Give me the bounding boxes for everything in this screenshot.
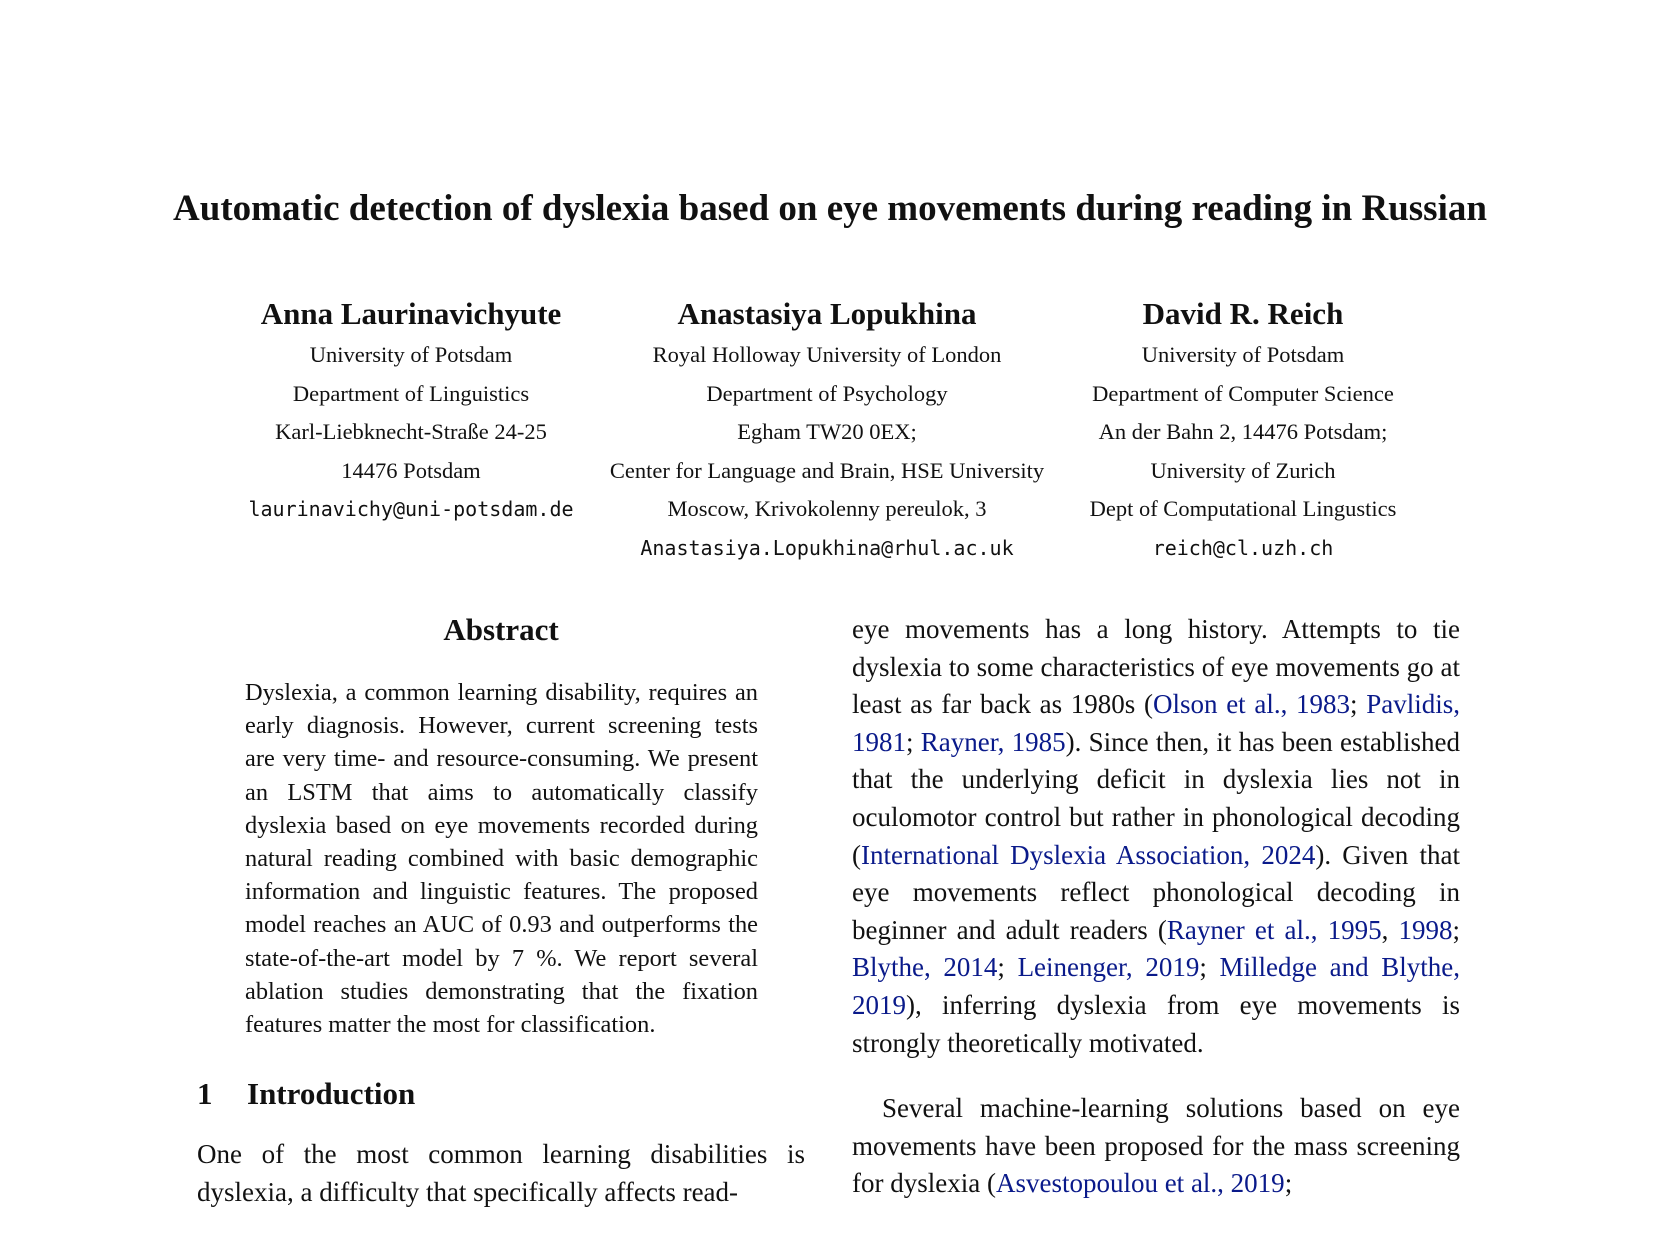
text-run: ; — [1284, 1168, 1293, 1199]
abstract-text: Dyslexia, a common learning disability, requires an early diagnosis. However, current screening tests are very time- and resource-consuming. We present an LSTM that aims to automatically classify dyslexia based on eye movements recorded during natural reading combined with basic demographic information and linguistic features. The proposed model reaches an AUC of 0.93 and outperforms the state-of-the-art model by 7 %. We report several ablation studies demonstrating that the fixation features matter the most for classification. — [245, 679, 758, 1039]
text-run: ; — [906, 726, 921, 757]
affiliation-line: Moscow, Krivokolenny pereulok, 3 — [667, 496, 987, 521]
affiliation-line: Department of Psychology — [706, 380, 948, 406]
text-run: ; — [1452, 914, 1460, 945]
section-number: 1 — [197, 1076, 213, 1112]
citation-link[interactable]: Rayner et al., 1995 — [1166, 914, 1382, 945]
left-column — [197, 610, 805, 1211]
author-name: Anna Laurinavichyute — [260, 296, 562, 331]
citation-link[interactable]: Blythe, 2014 — [852, 952, 998, 983]
citation-link[interactable]: Asvestopoulou et al., 2019 — [995, 1168, 1285, 1199]
affiliation-line: Department of Computer Science — [1092, 380, 1394, 406]
text-run: ; — [997, 952, 1018, 983]
author-email: reich@cl.uzh.ch — [1152, 535, 1334, 560]
affiliation-line: 14476 Potsdam — [341, 457, 481, 483]
affiliation-line: An der Bahn 2, 14476 Potsdam; — [1098, 419, 1388, 444]
citation-link[interactable]: Rayner, 1985 — [920, 726, 1066, 757]
affiliation-line: Center for Language and Brain, HSE University — [609, 457, 1045, 483]
citation-link[interactable]: Olson et al., 1983 — [1153, 689, 1351, 720]
author-email: Anastasiya.Lopukhina@rhul.ac.uk — [640, 535, 1014, 560]
citation-link[interactable]: Milledge and Blythe, 2019 — [852, 952, 1460, 1020]
text-run: ). Since then, it has been established that the underlying deficit in dyslexia lies not in oculomotor control but rather in phonological decoding ( — [852, 726, 1460, 870]
author-name: David R. Reich — [1142, 296, 1344, 331]
affiliation-line: Department of Linguistics — [292, 380, 530, 406]
affiliation-line: Dept of Computational Lingustics — [1089, 496, 1397, 521]
affiliation-line: Royal Holloway University of London — [652, 342, 1002, 367]
abstract-heading: Abstract — [443, 612, 559, 647]
affiliation-line: Karl-Liebknecht-Straße 24-25 — [275, 419, 547, 444]
citation-link[interactable]: Pavlidis, 1981 — [852, 689, 1460, 757]
author-3 — [1090, 295, 1397, 567]
author-1 — [248, 295, 573, 529]
affiliation-line: University of Potsdam — [309, 342, 513, 367]
text-run: ; — [1199, 952, 1220, 983]
paper-title: Automatic detection of dyslexia based on eye movements during reading in Russian — [173, 188, 1487, 229]
citation-link[interactable]: International Dyslexia Association, 2024 — [861, 839, 1316, 870]
section-heading-introduction — [197, 1074, 805, 1114]
text-run: ; — [1350, 689, 1367, 720]
author-email: laurinavichy@uni-potsdam.de — [248, 497, 574, 521]
text-run: eye movements has a long history. Attempts to tie dyslexia to some characteristics of eye movements go at least as far back as 1980s ( — [852, 614, 1460, 720]
text-run: ). Given that eye movements reflect phonological decoding in beginner and adult readers ( — [852, 839, 1460, 945]
text-run: Several machine-learning solutions based on eye movements have been proposed for the mass screening for dyslexia ( — [852, 1093, 1460, 1199]
introduction-paragraph — [852, 1090, 1460, 1203]
introduction-paragraph — [852, 611, 1460, 1062]
affiliation-line: University of Zurich — [1150, 457, 1336, 483]
text-run: , — [1381, 914, 1399, 945]
citation-link[interactable]: Leinenger, 2019 — [1017, 952, 1200, 983]
right-column — [852, 611, 1460, 1203]
text-run: ), inferring dyslexia from eye movements is strongly theoretically motivated. — [852, 989, 1460, 1058]
affiliation-line: Egham TW20 0EX; — [737, 419, 917, 444]
affiliation-line: University of Potsdam — [1141, 342, 1345, 367]
author-2 — [610, 295, 1044, 567]
citation-link[interactable]: 1998 — [1398, 914, 1453, 945]
introduction-text-left: One of the most common learning disabilities is dyslexia, a difficulty that specifically affects read- — [197, 1139, 805, 1207]
section-title: Introduction — [247, 1076, 416, 1112]
author-name: Anastasiya Lopukhina — [677, 296, 977, 331]
